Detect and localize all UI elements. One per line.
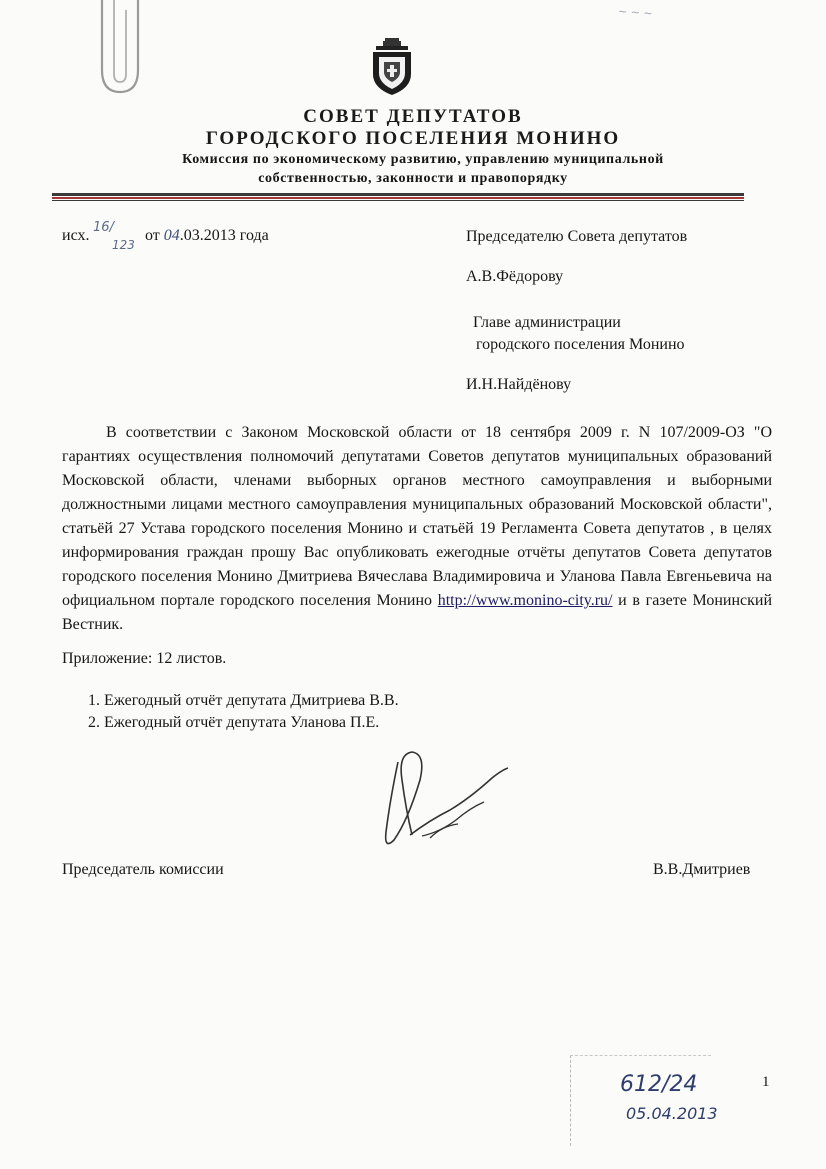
outgoing-ref-number-bottom: 123 bbox=[112, 238, 135, 252]
header-divider-bottom bbox=[52, 200, 744, 201]
addressee-2-position: Главе администрации bbox=[473, 314, 621, 331]
letter-body-text: В соответствии с Законом Московской области от 18 сентября 2009 г. N 107/2009-ОЗ "О гарантиях осуществления полномочий депутатами Советов депутатов муниципальных образований Московской области, членами выборных органов местного самоуправления и выборными должностными лицами местного самоуправления муниципальных образований Московской области", статьёй 27 Устава городского поселения Монино и статьёй 19 Регламента Совета депутатов , в целях информирования граждан прошу Вас опубликовать ежегодные отчёты депутатов Совета депутатов городского поселения Монино Дмитриева Вячеслава Владимировича и Уланова Павла Евгеньевича на официальном портале городского поселения Монино bbox=[62, 424, 772, 609]
portal-link[interactable]: http://www.monino-city.ru/ bbox=[437, 592, 613, 609]
commission-subtitle-line2: собственностью, законности и правопорядку bbox=[258, 171, 568, 186]
outgoing-ref-date bbox=[145, 227, 269, 245]
ref-date-day: 04 bbox=[163, 227, 180, 244]
commission-subtitle-line1: Комиссия по экономическому развитию, управлению муниципальной bbox=[182, 152, 664, 167]
header-divider-top bbox=[52, 193, 744, 196]
registration-date: 05.04.2013 bbox=[626, 1104, 718, 1123]
signatory-name: В.В.Дмитриев bbox=[653, 861, 751, 878]
council-title: СОВЕТ ДЕПУТАТОВ bbox=[303, 106, 523, 127]
page-number: 1 bbox=[762, 1074, 770, 1090]
corner-handwritten-note: ~ ~ ~ bbox=[617, 4, 654, 21]
addressee-1-name: А.В.Фёдорову bbox=[466, 268, 564, 285]
appendix-label: Приложение: 12 листов. bbox=[62, 650, 227, 667]
coat-of-arms-icon bbox=[372, 38, 412, 96]
registration-number: 612/24 bbox=[620, 1072, 698, 1097]
letter-body bbox=[62, 421, 772, 637]
list-item: 2. Ежегодный отчёт депутата Уланова П.Е. bbox=[88, 714, 380, 731]
addressee-1-position: Председателю Совета депутатов bbox=[466, 228, 688, 245]
outgoing-ref-prefix: исх. bbox=[62, 227, 90, 244]
ref-date-rest: .03.2013 года bbox=[179, 227, 269, 244]
registration-stamp bbox=[570, 1055, 711, 1146]
outgoing-ref-number-top: 16/ bbox=[93, 220, 114, 235]
ref-date-prefix: от bbox=[145, 227, 164, 244]
signatory-title: Председатель комиссии bbox=[62, 861, 224, 878]
settlement-title: ГОРОДСКОГО ПОСЕЛЕНИЯ МОНИНО bbox=[205, 128, 621, 149]
addressee-2-name: И.Н.Найдёнову bbox=[466, 376, 572, 393]
appendix-list bbox=[88, 690, 399, 734]
header-divider-red bbox=[52, 197, 744, 199]
letter-body-end: и в газете Монинский Вестник. bbox=[62, 592, 772, 633]
list-item: 1. Ежегодный отчёт депутата Дмитриева В.В. bbox=[88, 692, 399, 709]
paper-clip-icon bbox=[80, 0, 150, 100]
addressee-2-position-cont: городского поселения Монино bbox=[476, 336, 685, 353]
handwritten-signature bbox=[360, 740, 530, 860]
